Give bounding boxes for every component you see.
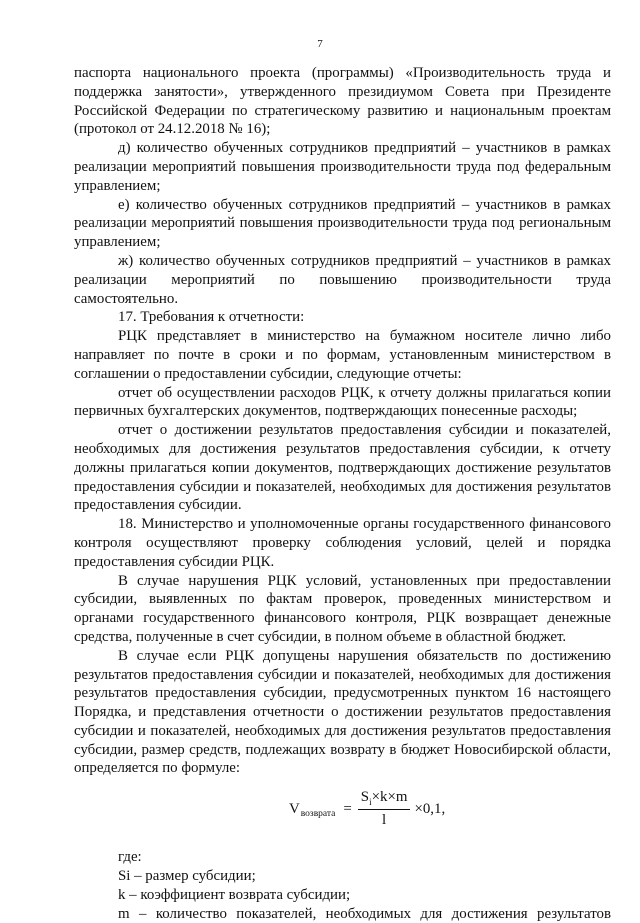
paragraph-section-18-inspection: 18. Министерство и уполномоченные органы государственного финансового контроля осуществляют проверку соблюдения условий, целей и порядка предоставления субсидии РЦК. [74, 516, 611, 570]
formula-num-rest: ×k×m [371, 789, 408, 806]
legend-m: m – количество показателей, необходимых для достижения результатов [118, 905, 611, 922]
formula-denominator: l [382, 812, 387, 829]
paragraph-national-project: паспорта национального проекта (программы) «Производительность труда и поддержка занятости», утвержденного президиумом Совета при Президенте Российской Федерации по стратегическому развитию и национальным проектам (протокол от 24.12.2018 № 16); [74, 65, 611, 138]
formula-lhs-symbol: V [289, 800, 300, 817]
refund-formula [74, 782, 611, 844]
paragraph-violation-full-refund: В случае нарушения РЦК условий, установленных при предоставлении субсидии, выявленных по фактам проверок, проведенных министерством и органами государственного финансового контроля, РЦК возвращает денежные средства, полученные в счет субсидии, в полном объеме в областной бюджет. [74, 572, 611, 645]
formula-numerator [358, 788, 411, 810]
formula-tail: ×0,1, [414, 800, 446, 817]
paragraph-item-d: д) количество обученных сотрудников предприятий – участников в рамках реализации мероприятий повышения производительности труда под федеральным управлением; [74, 140, 611, 194]
paragraph-section-17-heading: 17. Требования к отчетности: [118, 309, 305, 326]
legend-k: k – коэффициент возврата субсидии; [118, 886, 351, 903]
legend-si: Si – размер субсидии; [118, 868, 256, 885]
paragraph-item-zh: ж) количество обученных сотрудников предприятий – участников в рамках реализации мероприятий по повышению производительности труда самостоятельно. [74, 252, 611, 307]
formula-fraction [358, 788, 411, 830]
formula-legend [74, 848, 611, 923]
paragraph-item-e: е) количество обученных сотрудников предприятий – участников в рамках реализации мероприятий повышения производительности труда под региональным управлением; [74, 196, 611, 251]
document-body [74, 64, 611, 923]
formula-num-s: S [360, 789, 370, 806]
paragraph-expense-report: отчет об осуществлении расходов РЦК, к отчету должны прилагаться копии первичных бухгалтерских документов, подтверждающих понесенные расходы; [74, 384, 611, 420]
paragraph-results-report: отчет о достижении результатов предоставления субсидии и показателей, необходимых для достижения результатов предоставления субсидии, к отчету должны прилагаться копии документов, подтверждающих достижение результатов предоставления субсидии и показателей, необходимых для достижения результатов предоставления субсидии. [74, 422, 611, 514]
paragraph-violation-formula-intro: В случае если РЦК допущены нарушения обязательств по достижению результатов предоставления субсидии и показателей, необходимых для достижения результатов предоставления субсидии, предусмотренных пунктом 16 настоящего Порядка, и представления отчетности о достижении результатов предоставления субсидии и показателей, необходимых для достижения результатов предоставления субсидии, размер средств, подлежащих возврату в бюджет Новосибирской области, определяется по формуле: [74, 647, 611, 777]
legend-where: где: [118, 849, 142, 866]
formula-num-s-subscript: i [369, 797, 372, 808]
paragraph-reporting-submission: РЦК представляет в министерство на бумажном носителе лично либо направляет по почте в сроки и по формам, установленным министерством в соглашении о предоставлении субсидии, следующие отчеты: [74, 328, 611, 382]
formula-lhs [289, 800, 335, 819]
formula-equals: = [343, 800, 352, 817]
formula-lhs-subscript: возврата [300, 808, 336, 819]
page-number: 7 [317, 38, 323, 50]
